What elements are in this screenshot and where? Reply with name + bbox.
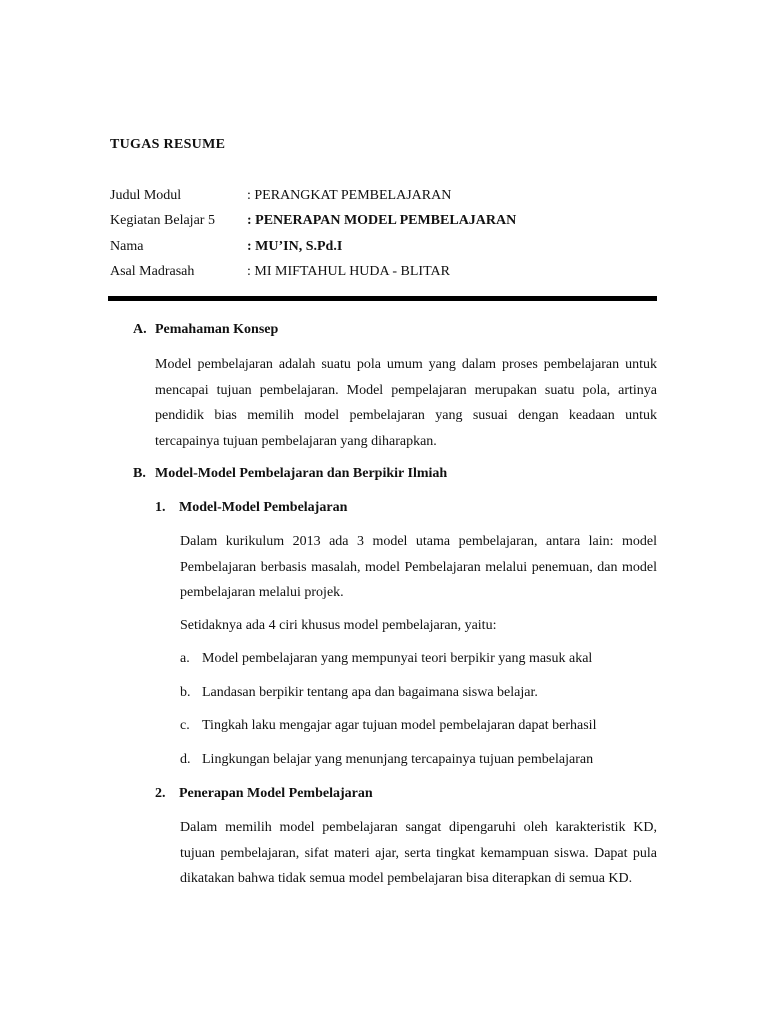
- meta-value: : MU’IN, S.Pd.I: [247, 239, 343, 254]
- list-item: [180, 651, 592, 667]
- section-b-heading: [133, 466, 447, 482]
- list-item: [180, 718, 596, 734]
- subsection-1-heading: [155, 500, 347, 516]
- subsection-1-paragraph: Dalam kurikulum 2013 ada 3 model utama pembelajaran, antara lain: model Pembelajaran berbasis masalah, model Pembelajaran melalui penemuan, dan model pembelajaran melalui projek.: [180, 534, 657, 600]
- subsection-marker: 1.: [155, 500, 166, 515]
- subsection-title: Model-Model Pembelajaran: [179, 500, 348, 515]
- list-item-text: Lingkungan belajar yang menunjang tercapainya tujuan pembelajaran: [202, 752, 594, 767]
- section-a-paragraph: Model pembelajaran adalah suatu pola umum yang dalam proses pembelajaran untuk mencapai tujuan pembelajaran. Model pempelajaran merupakan suatu pola, artinya pendidik bias memilih model pembelajaran yang susuai dengan keadaan untuk tercapainya tujuan pembelajaran yang diharapkan.: [155, 357, 657, 449]
- page-title: TUGAS RESUME: [110, 137, 226, 152]
- list-item: [180, 752, 593, 768]
- section-marker: B.: [133, 466, 146, 481]
- meta-row-judul-modul: [110, 186, 670, 206]
- list-item-letter: b.: [180, 685, 191, 700]
- list-item-letter: a.: [180, 651, 190, 666]
- subsection-2-paragraph: Dalam memilih model pembelajaran sangat dipengaruhi oleh karakteristik KD, tujuan pembelajaran, sifat materi ajar, serta tingkat kemampuan siswa. Dapat pula dikatakan bahwa tidak semua model pembelajaran bisa diterapkan di semua KD.: [180, 820, 657, 886]
- list-item-text: Model pembelajaran yang mempunyai teori berpikir yang masuk akal: [202, 651, 593, 666]
- section-a-heading: [133, 322, 278, 338]
- horizontal-rule: [108, 296, 657, 301]
- list-item-text: Landasan berpikir tentang apa dan bagaimana siswa belajar.: [202, 685, 538, 700]
- meta-row-nama: [110, 237, 670, 257]
- meta-label: Nama: [110, 239, 144, 254]
- meta-label: Judul Modul: [110, 188, 182, 203]
- subsection-marker: 2.: [155, 786, 166, 801]
- subsection-title: Penerapan Model Pembelajaran: [179, 786, 373, 801]
- meta-label: Asal Madrasah: [110, 264, 195, 279]
- meta-value: : MI MIFTAHUL HUDA - BLITAR: [247, 264, 450, 279]
- list-item-letter: d.: [180, 752, 191, 767]
- subsection-1-intro: Setidaknya ada 4 ciri khusus model pembelajaran, yaitu:: [180, 618, 497, 633]
- section-title: Pemahaman Konsep: [155, 322, 279, 337]
- list-item-text: Tingkah laku mengajar agar tujuan model pembelajaran dapat berhasil: [202, 718, 597, 733]
- section-marker: A.: [133, 322, 147, 337]
- list-item: [180, 685, 538, 701]
- section-title: Model-Model Pembelajaran dan Berpikir Ilmiah: [155, 466, 448, 481]
- meta-value: : PERANGKAT PEMBELAJARAN: [247, 188, 452, 203]
- subsection-2-heading: [155, 786, 373, 802]
- meta-row-kegiatan-belajar: [110, 211, 670, 231]
- meta-row-asal-madrasah: [110, 262, 670, 282]
- meta-label: Kegiatan Belajar 5: [110, 213, 215, 228]
- list-item-letter: c.: [180, 718, 190, 733]
- meta-value: : PENERAPAN MODEL PEMBELAJARAN: [247, 213, 517, 228]
